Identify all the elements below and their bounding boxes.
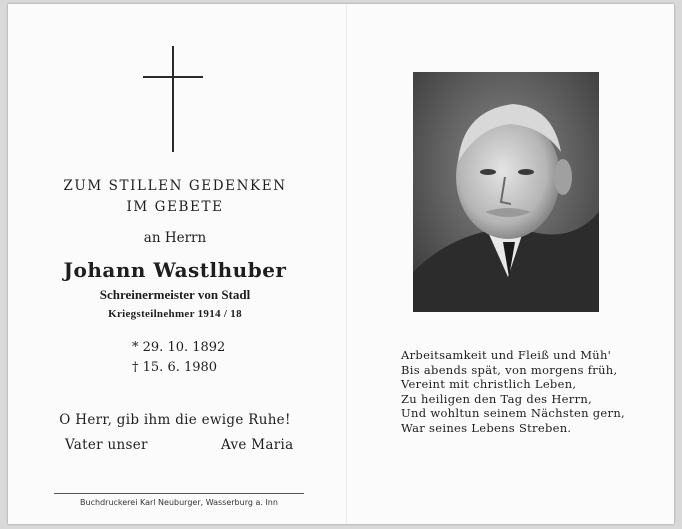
- poem-line: Vereint mit christlich Leben,: [401, 377, 577, 391]
- poem-line: Zu heiligen den Tag des Herrn,: [401, 391, 593, 406]
- memoriam-heading: [8, 176, 342, 218]
- memoriam-line-2: IM GEBETE: [126, 199, 224, 215]
- veteran-note: Kriegsteilnehmer 1914 / 18: [108, 308, 242, 320]
- memorial-card: [8, 4, 674, 524]
- deceased-name: Johann Wastlhuber: [63, 258, 287, 282]
- birth-date: * 29. 10. 1892: [132, 340, 226, 355]
- profession: Schreinermeister von Stadl: [99, 287, 251, 302]
- prayer-line: O Herr, gib ihm die ewige Ruhe!: [59, 412, 291, 428]
- poem-line: War seines Lebens Streben.: [401, 420, 572, 435]
- portrait-photo: [413, 72, 599, 312]
- vater-unser: Vater unser: [65, 437, 148, 453]
- portrait-image: [413, 72, 599, 312]
- death-date: † 15. 6. 1980: [132, 360, 218, 375]
- left-panel: [8, 4, 346, 524]
- right-panel: [347, 4, 674, 524]
- poem-line: Arbeitsamkeit und Fleiß und Müh': [401, 348, 612, 362]
- life-dates: [132, 338, 225, 378]
- ave-maria: Ave Maria: [221, 437, 294, 453]
- poem-line: Und wohltun seinem Nächsten gern,: [401, 406, 625, 420]
- poem-line: Bis abends spät, von morgens früh,: [401, 362, 618, 377]
- printer-divider: [54, 493, 304, 494]
- cross-icon: [143, 46, 203, 152]
- an-herrn: an Herrn: [143, 230, 207, 246]
- poem: [401, 348, 625, 435]
- printer-credit: Buchdruckerei Karl Neuburger, Wasserburg a. Inn: [80, 498, 278, 507]
- memoriam-line-1: ZUM STILLEN GEDENKEN: [63, 178, 287, 194]
